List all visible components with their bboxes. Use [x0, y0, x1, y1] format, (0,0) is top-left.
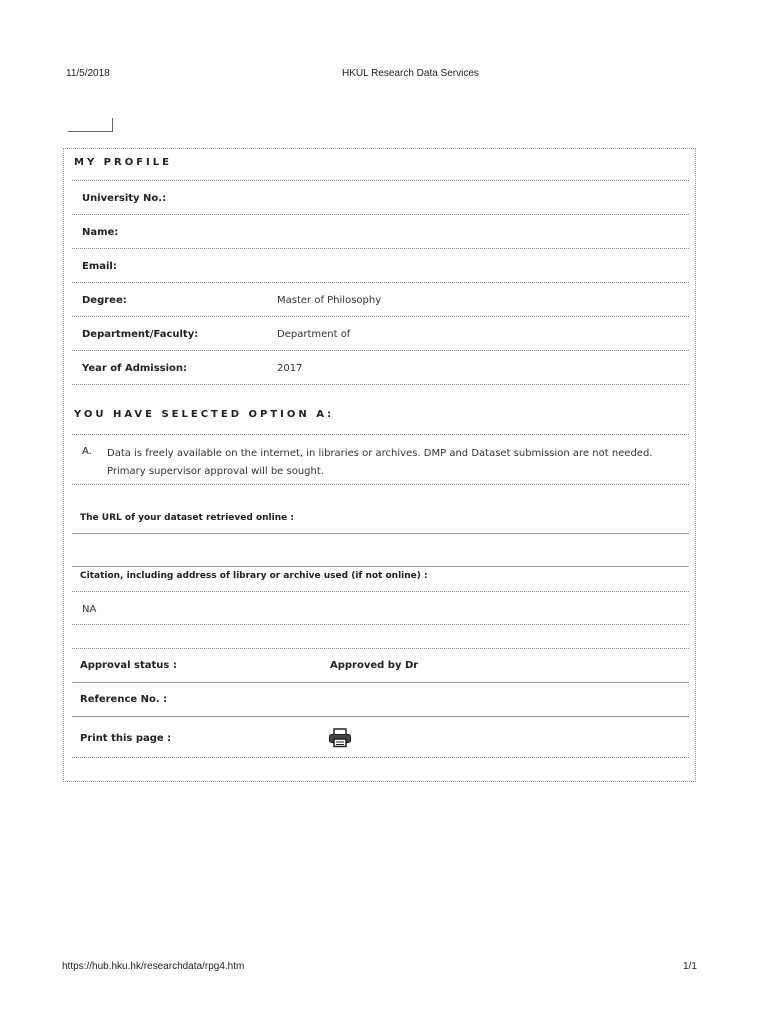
email-label: Email: [82, 261, 117, 272]
option-letter: A. [82, 446, 92, 457]
approval-status-value: Approved by Dr [330, 660, 419, 671]
print-date: 11/5/2018 [66, 68, 110, 79]
citation-label: Citation, including address of library or archive used (if not online) : [80, 571, 428, 581]
dataset-url-label: The URL of your dataset retrieved online : [80, 513, 294, 523]
divider [72, 566, 689, 567]
citation-value: NA [82, 604, 97, 615]
year-of-admission-label: Year of Admission: [82, 363, 188, 374]
print-page-label: Print this page : [80, 733, 172, 744]
divider [72, 434, 689, 435]
divider [72, 624, 689, 625]
divider [72, 484, 689, 485]
page-number: 1/1 [683, 961, 697, 972]
divider [72, 316, 689, 317]
department-value: Department of [277, 329, 351, 340]
divider [72, 180, 689, 181]
divider [72, 757, 689, 758]
scan-mark [68, 131, 112, 132]
profile-card [63, 148, 696, 782]
divider [72, 282, 689, 283]
printer-icon[interactable] [328, 728, 352, 748]
divider [72, 248, 689, 249]
divider [72, 533, 689, 534]
page-url: https://hub.hku.hk/researchdata/rpg4.htm [62, 961, 245, 972]
department-label: Department/Faculty: [82, 329, 199, 340]
year-of-admission-value: 2017 [277, 363, 303, 374]
divider [72, 682, 689, 683]
option-description: Data is freely available on the internet, in libraries or archives. DMP and Dataset submission are not needed. Primary supervisor approval will be sought. [107, 448, 653, 477]
reference-no-label: Reference No. : [80, 694, 168, 705]
divider [72, 214, 689, 215]
divider [72, 716, 689, 717]
divider [72, 591, 689, 592]
print-page-title: HKUL Research Data Services [342, 68, 479, 79]
divider [72, 350, 689, 351]
degree-value: Master of Philosophy [277, 295, 382, 306]
my-profile-heading: MY PROFILE [74, 157, 172, 168]
divider [72, 648, 689, 649]
selected-option-heading: YOU HAVE SELECTED OPTION A: [74, 409, 335, 420]
degree-label: Degree: [82, 295, 127, 306]
approval-status-label: Approval status : [80, 660, 177, 671]
divider [72, 384, 689, 385]
university-no-label: University No.: [82, 193, 167, 204]
name-label: Name: [82, 227, 119, 238]
scan-mark-tick [112, 118, 113, 132]
